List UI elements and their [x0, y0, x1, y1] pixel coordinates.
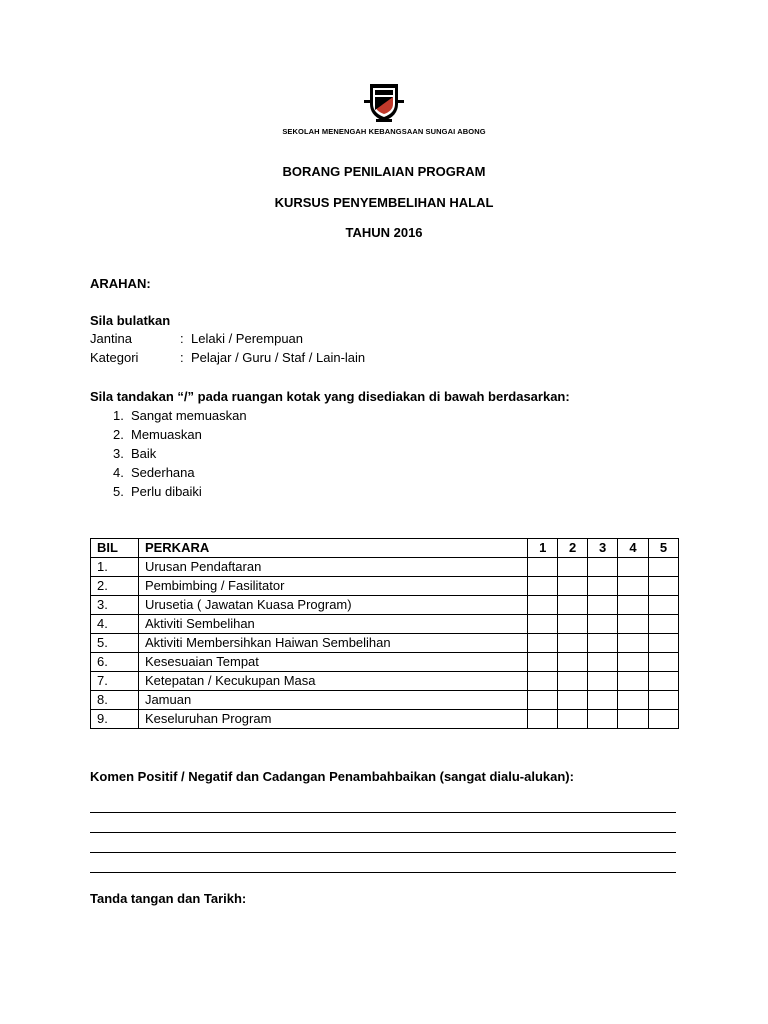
- score-box-1[interactable]: [528, 558, 558, 577]
- category-options[interactable]: Pelajar / Guru / Staf / Lain-lain: [191, 350, 366, 365]
- row-number: 6.: [91, 653, 139, 672]
- gender-label: Jantina: [90, 331, 132, 346]
- scale-label: Perlu dibaiki: [131, 484, 202, 499]
- scale-label: Memuaskan: [131, 427, 202, 442]
- score-box-1[interactable]: [528, 672, 558, 691]
- table-row: [91, 672, 679, 691]
- score-box-2[interactable]: [558, 596, 588, 615]
- list-item: [113, 482, 247, 501]
- score-box-2[interactable]: [558, 634, 588, 653]
- score-box-4[interactable]: [618, 710, 649, 729]
- header-score-2: 2: [558, 539, 588, 558]
- score-box-3[interactable]: [588, 653, 618, 672]
- table-header-row: [91, 539, 679, 558]
- score-box-4[interactable]: [618, 577, 649, 596]
- row-item: Jamuan: [138, 691, 527, 710]
- comment-line-1[interactable]: [90, 812, 676, 813]
- comment-line-4[interactable]: [90, 872, 676, 873]
- header-bil: BIL: [91, 539, 139, 558]
- row-item: Kesesuaian Tempat: [138, 653, 527, 672]
- score-box-5[interactable]: [649, 634, 679, 653]
- row-item: Keseluruhan Program: [138, 710, 527, 729]
- score-box-3[interactable]: [588, 672, 618, 691]
- scale-label: Sangat memuaskan: [131, 408, 247, 423]
- score-box-3[interactable]: [588, 558, 618, 577]
- score-box-3[interactable]: [588, 596, 618, 615]
- comments-heading: Komen Positif / Negatif dan Cadangan Penambahbaikan (sangat dialu-alukan):: [90, 769, 574, 784]
- score-box-3[interactable]: [588, 577, 618, 596]
- row-number: 8.: [91, 691, 139, 710]
- table-row: [91, 615, 679, 634]
- scale-number: 3.: [113, 446, 124, 461]
- scale-label: Baik: [131, 446, 157, 461]
- score-box-5[interactable]: [649, 653, 679, 672]
- category-field: [90, 350, 590, 369]
- school-crest-icon: [362, 80, 406, 124]
- score-box-1[interactable]: [528, 577, 558, 596]
- scale-label: Sederhana: [131, 465, 195, 480]
- instructions-heading: ARAHAN:: [90, 276, 151, 291]
- score-box-2[interactable]: [558, 558, 588, 577]
- comment-line-3[interactable]: [90, 852, 676, 853]
- row-number: 1.: [91, 558, 139, 577]
- table-row: [91, 710, 679, 729]
- score-box-1[interactable]: [528, 596, 558, 615]
- score-box-5[interactable]: [649, 558, 679, 577]
- school-name: SEKOLAH MENENGAH KEBANGSAAN SUNGAI ABONG: [282, 127, 486, 136]
- score-box-5[interactable]: [649, 710, 679, 729]
- scale-number: 2.: [113, 427, 124, 442]
- row-item: Aktiviti Sembelihan: [138, 615, 527, 634]
- year-title: TAHUN 2016: [345, 225, 423, 240]
- scale-number: 4.: [113, 465, 124, 480]
- score-box-4[interactable]: [618, 596, 649, 615]
- gender-field: [90, 331, 590, 350]
- category-label: Kategori: [90, 350, 139, 365]
- table-row: [91, 577, 679, 596]
- scale-number: 5.: [113, 484, 124, 499]
- scale-number: 1.: [113, 408, 124, 423]
- score-box-3[interactable]: [588, 710, 618, 729]
- score-box-4[interactable]: [618, 691, 649, 710]
- gender-options[interactable]: Lelaki / Perempuan: [191, 331, 304, 346]
- header-score-5: 5: [649, 539, 679, 558]
- table-row: [91, 596, 679, 615]
- list-item: [113, 406, 247, 425]
- score-box-5[interactable]: [649, 691, 679, 710]
- score-box-4[interactable]: [618, 672, 649, 691]
- score-box-2[interactable]: [558, 672, 588, 691]
- row-number: 9.: [91, 710, 139, 729]
- score-box-5[interactable]: [649, 615, 679, 634]
- score-box-4[interactable]: [618, 634, 649, 653]
- row-number: 3.: [91, 596, 139, 615]
- table-row: [91, 653, 679, 672]
- table-row: [91, 691, 679, 710]
- score-box-3[interactable]: [588, 615, 618, 634]
- header-score-1: 1: [528, 539, 558, 558]
- form-title: BORANG PENILAIAN PROGRAM: [282, 164, 486, 179]
- score-box-2[interactable]: [558, 710, 588, 729]
- score-box-1[interactable]: [528, 691, 558, 710]
- circle-instruction: Sila bulatkan: [90, 313, 171, 328]
- score-box-1[interactable]: [528, 615, 558, 634]
- score-box-1[interactable]: [528, 634, 558, 653]
- row-number: 2.: [91, 577, 139, 596]
- rating-scale-list: [113, 406, 247, 501]
- category-colon: :: [180, 350, 184, 365]
- course-title: KURSUS PENYEMBELIHAN HALAL: [274, 195, 494, 210]
- row-item: Ketepatan / Kecukupan Masa: [138, 672, 527, 691]
- row-item: Aktiviti Membersihkan Haiwan Sembelihan: [138, 634, 527, 653]
- row-item: Pembimbing / Fasilitator: [138, 577, 527, 596]
- gender-colon: :: [180, 331, 184, 346]
- list-item: [113, 425, 247, 444]
- header-score-4: 4: [618, 539, 649, 558]
- row-item: Urusan Pendaftaran: [138, 558, 527, 577]
- header-score-3: 3: [588, 539, 618, 558]
- score-box-4[interactable]: [618, 558, 649, 577]
- row-item: Urusetia ( Jawatan Kuasa Program): [138, 596, 527, 615]
- table-row: [91, 558, 679, 577]
- comment-line-2[interactable]: [90, 832, 676, 833]
- list-item: [113, 463, 247, 482]
- score-box-2[interactable]: [558, 653, 588, 672]
- table-row: [91, 634, 679, 653]
- score-box-5[interactable]: [649, 672, 679, 691]
- score-box-1[interactable]: [528, 653, 558, 672]
- row-number: 4.: [91, 615, 139, 634]
- row-number: 5.: [91, 634, 139, 653]
- score-box-2[interactable]: [558, 691, 588, 710]
- score-box-1[interactable]: [528, 710, 558, 729]
- row-number: 7.: [91, 672, 139, 691]
- score-box-4[interactable]: [618, 615, 649, 634]
- evaluation-table: [90, 538, 679, 729]
- tick-instruction: Sila tandakan “/” pada ruangan kotak yang disediakan di bawah berdasarkan:: [90, 389, 570, 404]
- header-perkara: PERKARA: [138, 539, 527, 558]
- score-box-3[interactable]: [588, 691, 618, 710]
- score-box-4[interactable]: [618, 653, 649, 672]
- list-item: [113, 444, 247, 463]
- score-box-2[interactable]: [558, 615, 588, 634]
- signature-heading: Tanda tangan dan Tarikh:: [90, 891, 247, 906]
- score-box-2[interactable]: [558, 577, 588, 596]
- score-box-5[interactable]: [649, 577, 679, 596]
- score-box-3[interactable]: [588, 634, 618, 653]
- score-box-5[interactable]: [649, 596, 679, 615]
